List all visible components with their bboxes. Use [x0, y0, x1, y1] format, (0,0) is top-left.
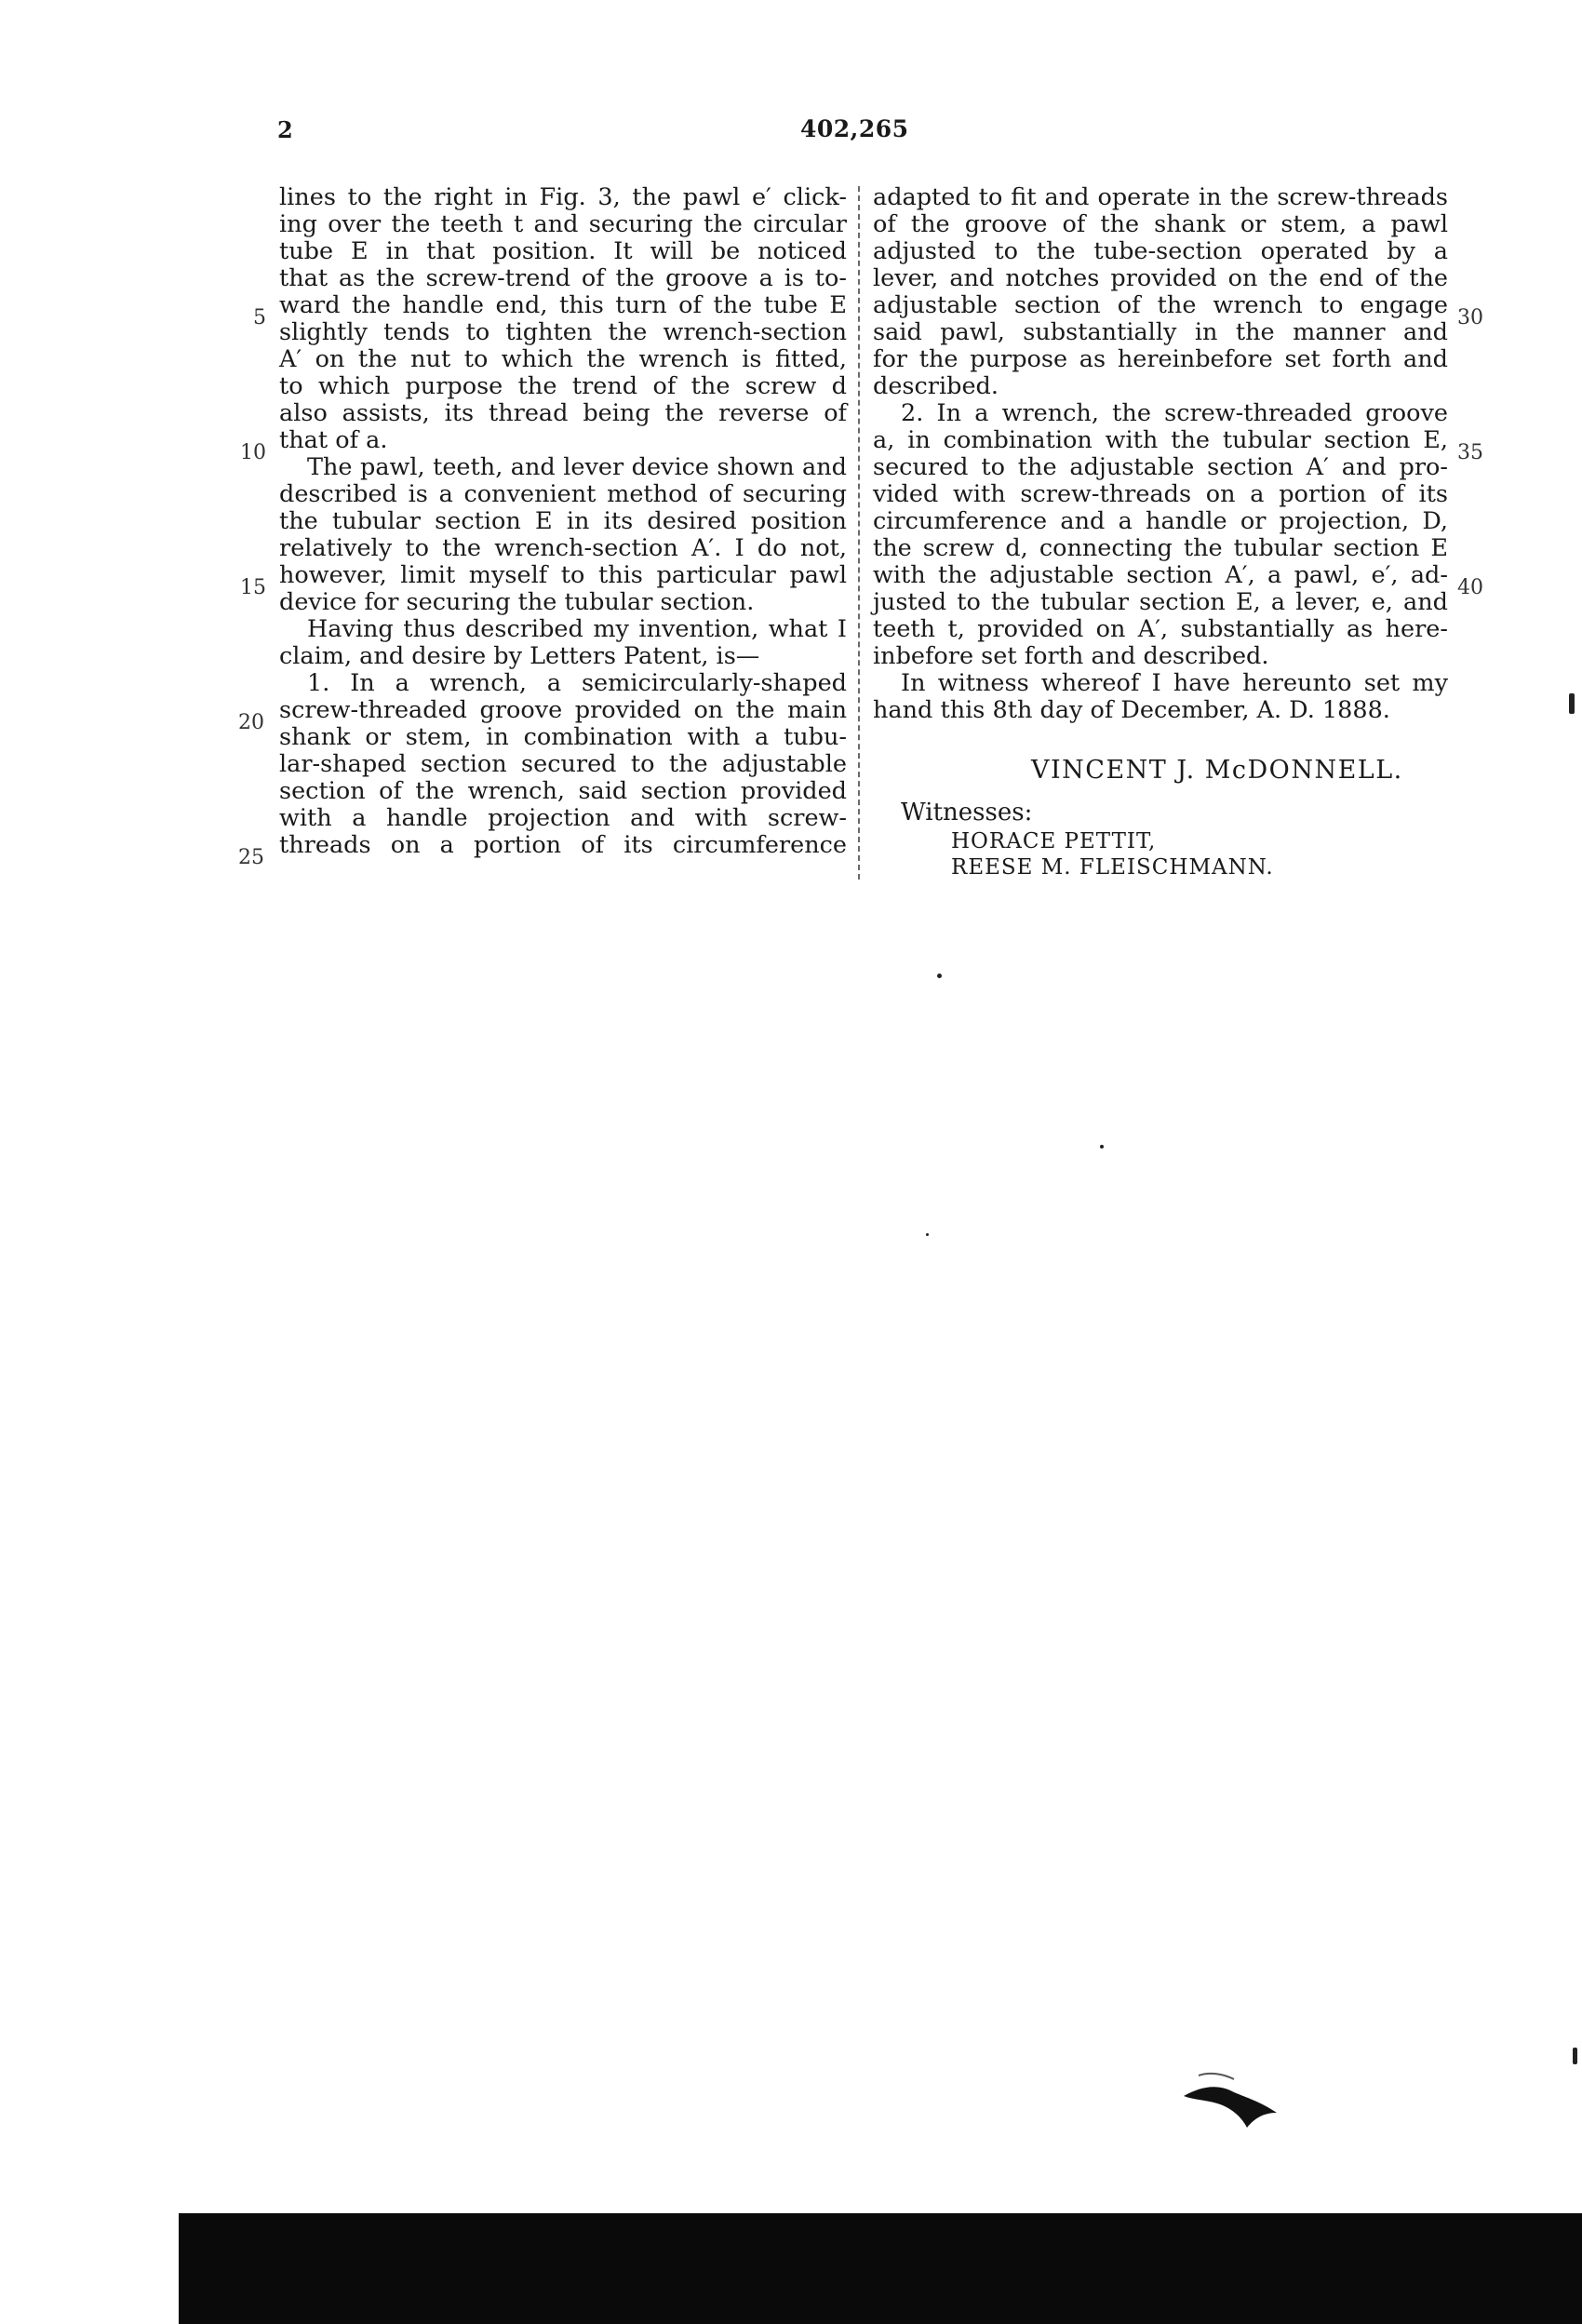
witness-name: REESE M. FLEISCHMANN. — [951, 855, 1274, 880]
text-line: ing over the teeth t and securing the circular — [279, 210, 847, 238]
page-number: 2 — [277, 116, 293, 143]
text-line: section of the wrench, said section provided — [279, 777, 847, 805]
text-line: screw-threaded groove provided on the main — [279, 696, 847, 724]
witnesses-label: Witnesses: — [901, 799, 1033, 826]
right-column — [873, 184, 1448, 724]
line-number: 35 — [1457, 441, 1483, 464]
text-line: relatively to the wrench-section A′. I do not, — [279, 534, 847, 562]
text-line: lar-shaped section secured to the adjustable — [279, 750, 847, 778]
text-line: secured to the adjustable section A′ and pro- — [873, 453, 1448, 481]
text-line: threads on a portion of its circumference — [279, 831, 847, 859]
text-line: hand this 8th day of December, A. D. 1888. — [873, 696, 1390, 724]
text-line: that as the screw-trend of the groove a is to- — [279, 264, 847, 292]
text-line: adjustable section of the wrench to engage — [873, 291, 1448, 319]
text-line: 2. In a wrench, the screw-threaded groove — [901, 399, 1448, 427]
text-line: device for securing the tubular section. — [279, 588, 755, 616]
scan-speck — [937, 974, 942, 978]
inventor-signature: VINCENT J. McDONNELL. — [1031, 756, 1403, 785]
text-line: shank or stem, in combination with a tubu- — [279, 723, 847, 751]
text-line: ward the handle end, this turn of the tube E — [279, 291, 847, 319]
text-line: tube E in that position. It will be noticed — [279, 237, 847, 265]
text-line: of the groove of the shank or stem, a pawl — [873, 210, 1448, 238]
left-column — [279, 184, 847, 859]
text-line: claim, and desire by Letters Patent, is— — [279, 642, 760, 670]
scan-speck — [1573, 2048, 1577, 2064]
text-line: slightly tends to tighten the wrench-section — [279, 318, 847, 346]
ink-smudge — [1180, 2064, 1282, 2139]
scan-speck — [1100, 1145, 1104, 1149]
text-line: inbefore set forth and described. — [873, 642, 1269, 670]
line-number: 20 — [238, 711, 264, 734]
line-number: 30 — [1457, 306, 1483, 329]
column-divider — [858, 186, 860, 880]
text-line: A′ on the nut to which the wrench is fitted, — [279, 345, 847, 373]
text-line: a, in combination with the tubular section E, — [873, 426, 1448, 454]
text-line: Having thus described my invention, what I — [307, 615, 847, 643]
line-number: 5 — [253, 306, 266, 329]
text-line: lever, and notches provided on the end of the — [873, 264, 1448, 292]
line-number: 10 — [240, 441, 266, 464]
text-line: for the purpose as hereinbefore set forth and — [873, 345, 1448, 373]
text-line: with the adjustable section A′, a pawl, e′, ad- — [873, 561, 1448, 589]
text-line: described. — [873, 372, 999, 400]
text-line: teeth t, provided on A′, substantially as here- — [873, 615, 1448, 643]
line-number: 25 — [238, 846, 264, 869]
witness-name: HORACE PETTIT, — [951, 829, 1157, 853]
patent-number: 402,265 — [800, 115, 909, 142]
scan-speck — [1569, 693, 1575, 714]
line-number: 40 — [1457, 576, 1483, 599]
text-line: The pawl, teeth, and lever device shown and — [307, 453, 847, 481]
text-line: vided with screw-threads on a portion of its — [873, 480, 1448, 508]
text-line: justed to the tubular section E, a lever, e, and — [873, 588, 1448, 616]
line-number: 15 — [240, 576, 266, 599]
text-line: however, limit myself to this particular pawl — [279, 561, 847, 589]
text-line: adjusted to the tube-section operated by a — [873, 237, 1448, 265]
text-line: to which purpose the trend of the screw d — [279, 372, 847, 400]
text-line: also assists, its thread being the reverse of — [279, 399, 847, 427]
text-line: described is a convenient method of securing — [279, 480, 847, 508]
scan-border-bar — [179, 2213, 1582, 2324]
text-line: the tubular section E in its desired position — [279, 507, 847, 535]
text-line: the screw d, connecting the tubular section E — [873, 534, 1448, 562]
text-line: said pawl, substantially in the manner and — [873, 318, 1448, 346]
text-line: that of a. — [279, 426, 388, 454]
text-line: 1. In a wrench, a semicircularly-shaped — [307, 669, 847, 697]
scan-speck — [926, 1233, 929, 1236]
text-line: circumference and a handle or projection, D, — [873, 507, 1448, 535]
text-line: with a handle projection and with screw- — [279, 804, 847, 832]
text-line: adapted to fit and operate in the screw-threads — [873, 183, 1448, 211]
text-line: lines to the right in Fig. 3, the pawl e′ click- — [279, 183, 847, 211]
text-line: In witness whereof I have hereunto set my — [901, 669, 1448, 697]
